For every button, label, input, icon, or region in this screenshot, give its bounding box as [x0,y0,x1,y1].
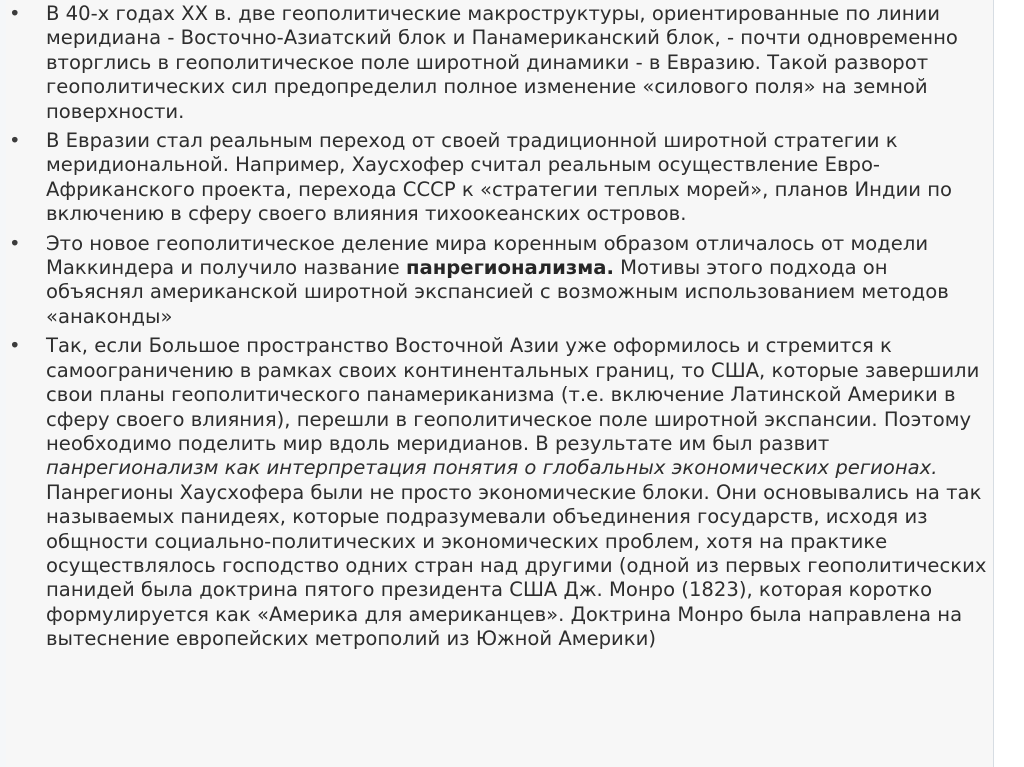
bullet-text: В Евразии стал реальным переход от своей традиционной широтной стратегии к меридиональной. Например, Хаусхофер считал реальным осуществление Евро-Африканского проекта, перехода СССР к «стратегии теплых морей», планов Индии по включению в сферу своего влияния тихоокеанских островов. [46,129,953,226]
bullet-icon: • [9,2,21,25]
right-edge-panel [994,0,1024,767]
bullet-icon: • [9,334,21,358]
bullet-text-part: Мотивы этого подхода он объяснял американской широтной экспансией с возможным использованием методов «анаконды» [46,256,949,328]
bullet-item-1 [0,2,990,124]
bullet-text-part: Так, если Большое пространство Восточной Азии уже оформилось и стремится к самоограничению в рамках своих континентальных границ, то США, которые завершили свои планы геополитического панамериканизма (т.е. включение Латинской Америки в сферу своего влияния), перешли в геополитическое поле широтной экспансии. Поэтому необходимо поделить мир вдоль меридианов. В результате им был развит [46,334,980,455]
bold-term: панрегионализма. [405,256,614,280]
bullet-text: В 40-х годах XX в. две геополитические макроструктуры, ориентированные по линии меридиана - Восточно-Азиатский блок и Панамериканский блок, - почти одновременно вторглись в геополитическое поле широтной динамики - в Евразию. Такой разворот геополитических сил предопределил полное изменение «силового поля» на земной поверхности. [46,2,958,123]
bullet-item-3 [0,232,990,330]
italic-phrase: панрегионализм как интерпретация понятия о глобальных экономических регионах. [46,456,938,480]
bullet-text-part: Это новое геополитическое деление мира коренным образом отличалось от модели Маккиндера и получило название [46,231,929,280]
bullet-icon: • [9,231,21,255]
bullet-icon: • [9,129,21,153]
bullet-text [46,232,949,328]
bullet-item-4 [0,334,990,651]
bullet-text-part: Панрегионы Хаусхофера были не просто экономические блоки. Они основывались на так называемых панидеях, которые подразумевали объединения государств, исходя из общности социально-политических и экономических проблем, хотя на практике осуществлялось господство одних стран над другими (одной из первых геополитических панидей была доктрина пятого президента США Дж. Монро (1823), которая коротко формулируется как «Америка для американцев». Доктрина Монро была направлена на вытеснение европейских метрополий из Южной Америки) [46,480,987,651]
bullet-list [0,2,990,657]
bullet-text [46,334,986,650]
bullet-item-2 [0,129,990,227]
